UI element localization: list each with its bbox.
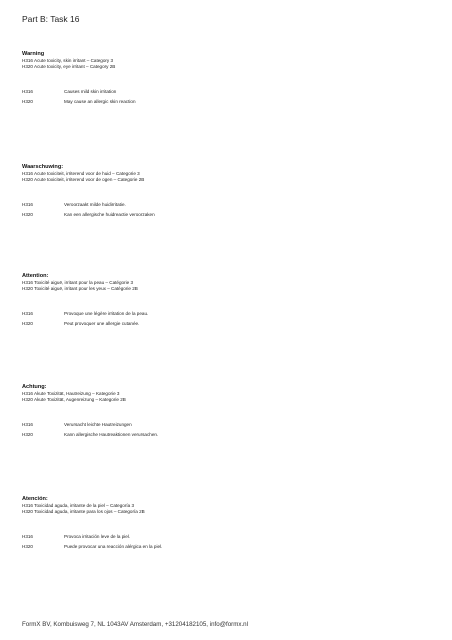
hazard-text: Causes mild skin irritation	[64, 88, 117, 94]
hazard-statement-row	[22, 87, 442, 98]
hazard-statement-row	[22, 309, 442, 320]
hazard-statement-row	[22, 532, 442, 543]
classification-line: H316 Acute toxicity, skin irritant – Category 3	[22, 58, 114, 63]
hazard-code: H316	[22, 310, 33, 316]
hazard-text: Kann allergische Hautreaktionen verursachen.	[64, 432, 159, 438]
hazard-code: H320	[22, 432, 33, 438]
hazard-text: May cause an allergic skin reaction	[64, 99, 136, 105]
section-title: Waarschuwing:	[22, 164, 64, 170]
section-title: Achtung:	[22, 384, 47, 390]
classification-line: H320 Acute toxiciteit, irriterend voor de ogen – Categorie 2B	[22, 177, 145, 183]
hazard-code: H320	[22, 99, 33, 105]
classification-line: H320 Toxicidad aguda, irritante para los ojos – Categoría 2B	[22, 509, 145, 515]
page-footer: FormX BV, Kombuisweg 7, NL 1043AV Amsterdam, +31204182105, info@formx.nl	[22, 621, 248, 628]
hazard-section-de	[22, 384, 442, 441]
hazard-statement-list	[22, 87, 442, 108]
hazard-code: H316	[22, 88, 33, 94]
page-title: Part B: Task 16	[22, 14, 80, 24]
hazard-statement-row	[22, 97, 442, 108]
hazard-section-nl	[22, 164, 442, 221]
hazard-statement-list	[22, 309, 442, 330]
hazard-statement-row	[22, 210, 442, 221]
classification-line: H320 Akute Toxizität, Augenreizung – Kategorie 2B	[22, 397, 126, 403]
hazard-code: H320	[22, 544, 33, 550]
hazard-code: H320	[22, 212, 33, 218]
hazard-text: Provoca irritación leve de la piel.	[64, 533, 131, 539]
classification-line: H320 Toxicité aiguë, irritant pour les yeux – Catégorie 2B	[22, 286, 138, 292]
hazard-text: Kan een allergische huidreactie veroorzaken	[64, 212, 155, 218]
hazard-text: Peut provoquer une allergie cutanée.	[64, 321, 140, 327]
hazard-text: Provoque une légère irritation de la peau.	[64, 310, 149, 316]
section-title: Warning	[22, 51, 45, 57]
classification-line: H316 Akute Toxizität, Hautreizung – Kategorie 3	[22, 391, 120, 396]
hazard-text: Verursacht leichte Hautreizungen	[64, 421, 132, 427]
hazard-text: Veroorzaakt milde huidirritatie.	[64, 201, 126, 207]
hazard-statement-row	[22, 420, 442, 431]
hazard-statement-row	[22, 319, 442, 330]
section-title: Atención:	[22, 496, 48, 502]
hazard-statement-list	[22, 420, 442, 441]
section-title: Attention:	[22, 273, 49, 279]
hazard-statement-row	[22, 200, 442, 211]
classification-line: H316 Toxicidad aguda, irritante de la piel – Categoría 3	[22, 503, 135, 508]
hazard-section-es	[22, 496, 442, 553]
hazard-statement-row	[22, 430, 442, 441]
classification-line: H316 Acute toxiciteit, irriterend voor de huid – Categorie 3	[22, 171, 140, 176]
hazard-statement-list	[22, 532, 442, 553]
classification-line: H320 Acute toxicity, eye irritant – Category 2B	[22, 64, 116, 70]
hazard-code: H316	[22, 201, 33, 207]
hazard-text: Puede provocar una reacción alérgica en la piel.	[64, 544, 163, 550]
hazard-code: H316	[22, 421, 33, 427]
classification-line: H316 Toxicité aiguë, irritant pour la peau – Catégorie 3	[22, 280, 133, 285]
hazard-code: H320	[22, 321, 33, 327]
hazard-section-fr	[22, 273, 442, 330]
hazard-statement-row	[22, 542, 442, 553]
hazard-statement-list	[22, 200, 442, 221]
hazard-section-en	[22, 51, 442, 108]
hazard-code: H316	[22, 533, 33, 539]
